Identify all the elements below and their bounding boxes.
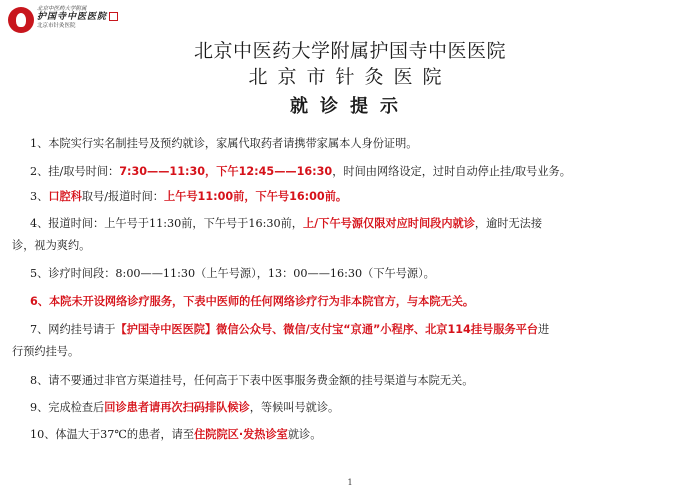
item-2-label: 2、挂/取号时间： xyxy=(30,165,120,178)
item-10-location: 住院院区·发热诊室 xyxy=(194,428,288,441)
logo-line-3: 北京市针灸医院 xyxy=(37,22,76,29)
item-9-highlight: 回诊患者请再次扫码排队候诊 xyxy=(104,401,250,414)
notice-item-7 xyxy=(30,318,670,342)
item-10-label: 10、体温大于37℃的患者，请至 xyxy=(30,428,195,441)
item-3-label: 取号/报道时间： xyxy=(81,190,164,203)
item-5-text: 5、诊疗时间段：8:00——11:30（上午号源），13：00——16:30（下午号源）。 xyxy=(30,267,435,280)
hospital-logo xyxy=(8,6,118,33)
item-6-text: 6、本院未开设网络诊疗服务，下表中医师的任何网络诊疗行为非本院官方，与本院无关。 xyxy=(30,295,475,308)
item-1-text: 1、本院实行实名制挂号及预约就诊，家属代取药者请携带家属本人身份证明。 xyxy=(30,137,418,150)
notice-heading: 就诊提示 xyxy=(290,96,410,117)
item-2-hours: 7:30——11:30，下午12:45——16:30 xyxy=(119,165,333,178)
notice-item-4-cont xyxy=(12,234,652,258)
item-4-highlight: 上/下午号源仅限对应时间段内就诊 xyxy=(302,217,475,230)
logo-emblem-icon xyxy=(8,7,34,33)
logo-text xyxy=(37,6,118,29)
notice-item-3 xyxy=(30,185,670,209)
item-8-text: 8、请不要通过非官方渠道挂号，任何高于下表中医事服务费金额的挂号渠道与本院无关。 xyxy=(30,374,474,387)
notice-item-9 xyxy=(30,396,670,420)
item-2-note: ，时间由网络设定，过时自动停止挂/取号业务。 xyxy=(332,165,571,178)
notice-item-1 xyxy=(30,132,670,156)
logo-name: 护国寺中医医院 xyxy=(37,12,108,23)
item-9-label: 9、完成检查后 xyxy=(30,401,105,414)
hospital-subtitle: 北京市针灸医院 xyxy=(248,66,452,88)
notice-item-8 xyxy=(30,369,670,393)
logo-line-1: 北京中医药大学附属 xyxy=(37,6,87,12)
item-3-dept: 口腔科 xyxy=(48,190,82,203)
item-9-note: ，等候叫号就诊。 xyxy=(249,401,340,414)
notice-item-5 xyxy=(30,262,670,286)
item-7-channels: 【护国寺中医医院】微信公众号、微信/支付宝“京通”小程序、北京114挂号服务平台 xyxy=(115,323,538,336)
item-4-continuation: 诊，视为爽约。 xyxy=(12,239,91,252)
notice-item-10 xyxy=(30,423,670,447)
item-7-continuation: 行预约挂号。 xyxy=(12,345,80,358)
notice-item-7-cont xyxy=(12,340,652,364)
item-3-hours: 上午号11:00前，下午号16:00前。 xyxy=(163,190,348,203)
item-4-label: 4、报道时间：上午号于11:30前，下午号于16:30前， xyxy=(30,217,303,230)
hospital-title: 北京中医药大学附属护国寺中医医院 xyxy=(193,40,506,62)
notice-item-4 xyxy=(30,212,670,236)
item-10-note: 就诊。 xyxy=(287,428,322,441)
notice-item-6 xyxy=(30,290,670,314)
item-4-note: ，逾时无法接 xyxy=(474,217,543,230)
logo-line-2 xyxy=(37,12,118,22)
item-7-tail: 进 xyxy=(537,323,550,336)
item-7-label: 7、网约挂号请于 xyxy=(30,323,116,336)
notice-item-2 xyxy=(30,160,670,184)
page-number: 1 xyxy=(347,478,353,487)
item-3-num: 3、 xyxy=(30,190,49,203)
seal-icon xyxy=(109,12,118,21)
